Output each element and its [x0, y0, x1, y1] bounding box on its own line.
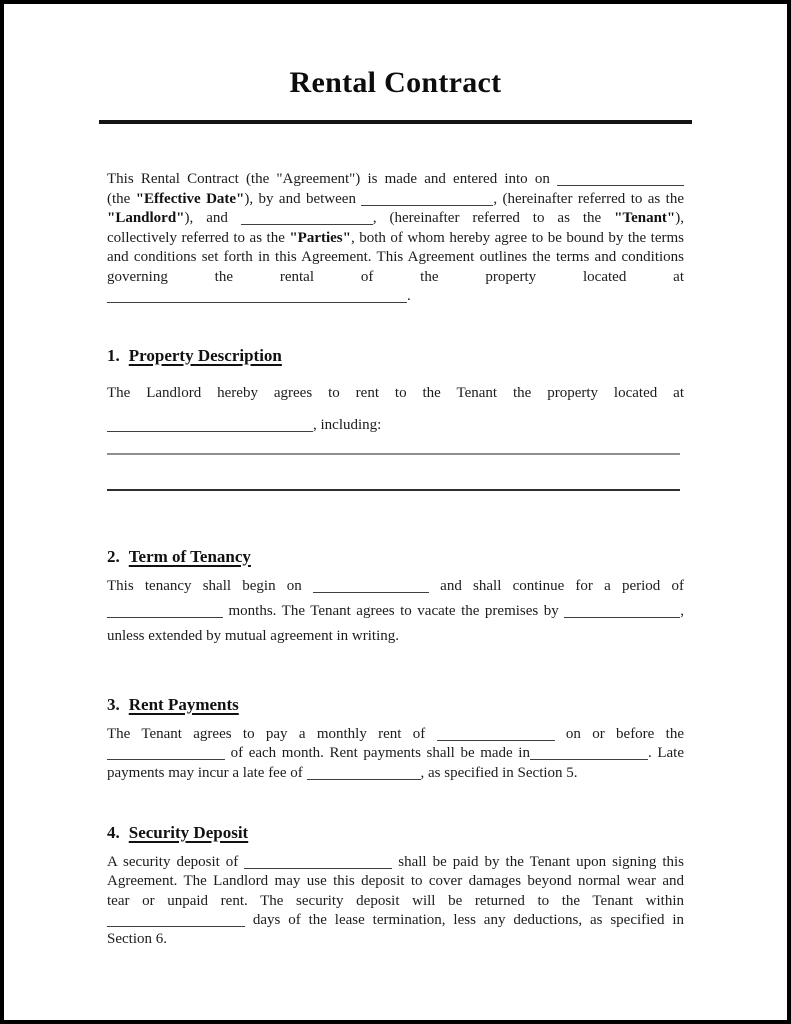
- blank-field: [361, 191, 493, 206]
- section-heading: [107, 822, 684, 844]
- text-line: (the "Effective Date"), by and between , (hereinafter referred to as the: [107, 190, 684, 207]
- blank-field: [107, 417, 313, 432]
- section-heading-text: Security Deposit: [128, 823, 249, 842]
- bold-term: "Tenant": [614, 210, 676, 226]
- sections-container: [107, 345, 684, 950]
- blank-field: [107, 288, 407, 303]
- blank-field: [107, 745, 225, 760]
- section-body: [107, 574, 684, 649]
- bold-term: "Parties": [289, 229, 351, 246]
- text-line: The Landlord hereby agrees to rent to the Tenant the property located at: [107, 384, 684, 401]
- text-line: governing the rental of the property located at .: [107, 268, 684, 304]
- blank-write-in-line: [107, 453, 680, 455]
- text-line: This tenancy shall begin on and shall continue for a period of: [107, 577, 684, 594]
- text-line: of each month. Rent payments shall be made in . Late: [107, 744, 684, 764]
- blank-field: [307, 765, 421, 780]
- section-number: 4.: [107, 823, 120, 842]
- text-line: A security deposit of shall be paid by the Tenant upon signing this: [107, 854, 684, 870]
- blank-write-in-line: [107, 489, 680, 491]
- contract-section: [107, 822, 684, 949]
- contract-section: [107, 345, 684, 491]
- text-line: unless extended by mutual agreement in writing.: [107, 627, 400, 644]
- text-line: months. The Tenant agrees to vacate the premises by ,: [107, 599, 684, 624]
- bold-term: "Effective Date": [135, 190, 245, 207]
- blank-field: [437, 726, 555, 741]
- text-line: payments may incur a late fee of , as specified in Section 5.: [107, 764, 578, 781]
- section-heading-text: Term of Tenancy: [128, 546, 251, 566]
- contract-section: [107, 546, 684, 649]
- bold-term: "Landlord": [107, 210, 185, 226]
- fill-lines: [107, 453, 684, 491]
- section-heading-text: Rent Payments: [128, 694, 239, 714]
- section-number: 3.: [107, 694, 120, 714]
- intro-paragraph: [107, 170, 684, 307]
- title-rule: [99, 120, 692, 124]
- blank-field: [241, 210, 373, 225]
- blank-field: [107, 912, 245, 927]
- text-line: days of the lease termination, less any deductions, as specified in: [107, 911, 684, 930]
- section-body: [107, 853, 684, 949]
- text-line: The Tenant agrees to pay a monthly rent of on or before the: [107, 725, 684, 742]
- text-line: collectively referred to as the "Parties", both of whom hereby agree to be bound by the terms: [107, 229, 684, 246]
- text-line: , including:: [107, 409, 684, 441]
- text-line: tear or unpaid rent. The security deposit will be returned to the Tenant within: [107, 892, 684, 909]
- text-line: "Landlord"), and , (hereinafter referred to as the "Tenant"),: [107, 210, 684, 226]
- section-body: [107, 377, 684, 441]
- contract-section: [107, 694, 684, 784]
- text-line: and conditions set forth in this Agreement. This Agreement outlines the terms and conditions: [107, 249, 684, 265]
- section-heading: [107, 546, 684, 568]
- blank-field: [557, 171, 684, 186]
- document-title: Rental Contract: [289, 66, 502, 99]
- blank-field: [313, 578, 429, 593]
- text-line: This Rental Contract (the "Agreement") is made and entered into on: [107, 170, 684, 190]
- blank-field: [530, 745, 648, 760]
- section-heading: [107, 345, 684, 367]
- section-number: 2.: [107, 546, 120, 566]
- blank-field: [244, 854, 392, 869]
- blank-field: [107, 603, 223, 618]
- section-heading: [107, 694, 684, 716]
- section-number: 1.: [107, 345, 120, 365]
- section-heading-text: Property Description: [128, 345, 282, 365]
- blank-field: [564, 603, 680, 618]
- section-body: [107, 725, 684, 784]
- text-line: Section 6.: [107, 931, 167, 948]
- text-line: Agreement. The Landlord may use this deposit to cover damages beyond normal wear and: [107, 873, 684, 890]
